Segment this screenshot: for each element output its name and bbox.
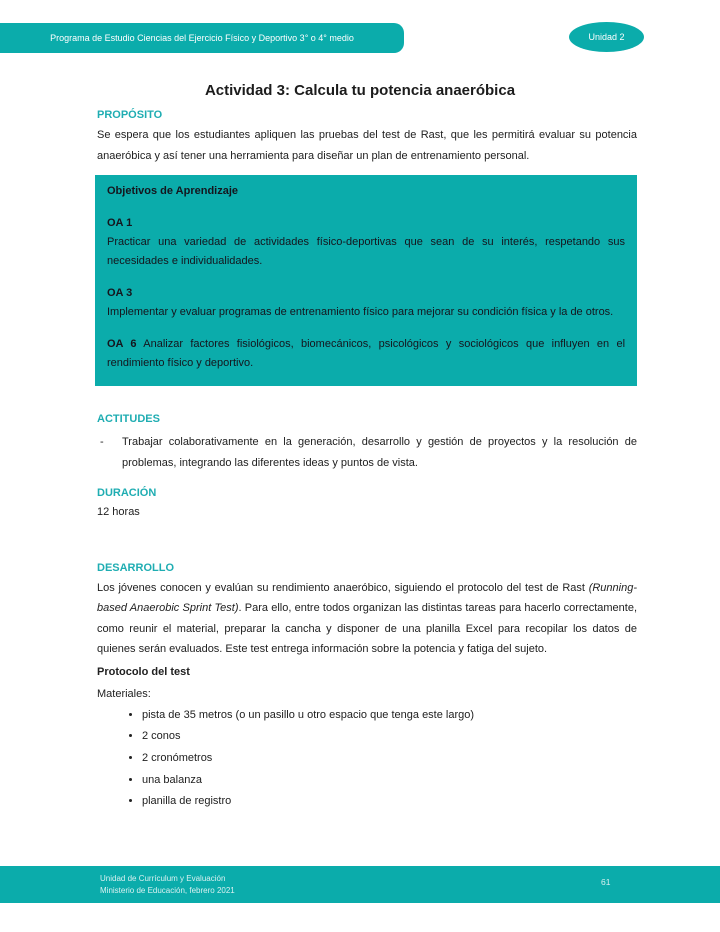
oa-3-text: Implementar y evaluar programas de entrenamiento físico para mejorar su condición física y la de otros. bbox=[107, 306, 614, 318]
oa-1-code: OA 1 bbox=[107, 217, 133, 229]
materiales-label: Materiales: bbox=[97, 688, 151, 700]
oa-6-text bbox=[107, 335, 625, 373]
oa-item-6 bbox=[107, 335, 625, 373]
page-number: 61 bbox=[601, 877, 611, 887]
footer-line-1: Unidad de Currículum y Evaluación bbox=[100, 873, 226, 883]
actitudes-item-text: Trabajar colaborativamente en la generación, desarrollo y gestión de proyectos y la resolución de problemas, integrando las diferentes ideas y puntos de vista. bbox=[122, 436, 637, 469]
duracion-heading: DURACIÓN bbox=[97, 487, 157, 499]
actitudes-heading: ACTITUDES bbox=[97, 413, 160, 425]
unit-badge bbox=[569, 22, 644, 52]
activity-title: Actividad 3: Calcula tu potencia anaeróbica bbox=[204, 82, 516, 99]
desarrollo-text-1: Los jóvenes conocen y evalúan su rendimiento anaeróbico, siguiendo el protocolo del test de Rast bbox=[97, 581, 589, 594]
materials-list bbox=[97, 705, 637, 814]
desarrollo-italic-test-name: (Running-based Anaerobic Sprint Test) bbox=[97, 581, 637, 614]
oa-item-3 bbox=[107, 284, 625, 322]
header-program-bar bbox=[0, 23, 404, 53]
desarrollo-heading: DESARROLLO bbox=[97, 561, 174, 574]
footer-bar bbox=[0, 866, 720, 903]
oa-6-code: OA 6 bbox=[107, 338, 137, 350]
proposito-heading: PROPÓSITO bbox=[97, 109, 163, 121]
oa-item-1 bbox=[107, 214, 625, 271]
unit-badge-label: Unidad 2 bbox=[588, 32, 625, 42]
desarrollo-text-2: . Para ello, entre todos organizan las distintas tareas para hacerlo correctamente, como reunir el material, preparar la cancha y disponer de una planilla Excel para recopilar los datos de quienes serán evaluados. Este test entrega información sobre la potencia y fatiga del sujeto. bbox=[97, 602, 638, 655]
material-item: • 2 conos bbox=[142, 726, 637, 748]
duracion-value: 12 horas bbox=[97, 506, 140, 518]
material-item: • pista de 35 metros (o un pasillo u otro espacio que tenga este largo) bbox=[142, 705, 637, 727]
header-program-label: Programa de Estudio Ciencias del Ejercicio Físico y Deportivo 3° o 4° medio bbox=[50, 33, 354, 43]
material-item: • planilla de registro bbox=[142, 791, 637, 813]
content-column bbox=[97, 108, 637, 813]
desarrollo-body bbox=[97, 578, 637, 660]
objetivos-box bbox=[95, 175, 637, 386]
material-item: • 2 cronómetros bbox=[142, 748, 637, 770]
protocolo-heading: Protocolo del test bbox=[97, 665, 190, 678]
actitudes-item bbox=[97, 432, 637, 474]
oa-3-code: OA 3 bbox=[107, 287, 133, 299]
footer-publisher-block bbox=[100, 873, 235, 897]
oa-1-text: Practicar una variedad de actividades físico-deportivas que sean de su interés, respetando sus necesidades e individualidades. bbox=[107, 236, 625, 267]
material-item: • una balanza bbox=[142, 770, 637, 792]
oa-6-body: Analizar factores fisiológicos, biomecánicos, psicológicos y sociológicos que influyen en el rendimiento físico y deportivo. bbox=[107, 338, 626, 369]
proposito-body: Se espera que los estudiantes apliquen las pruebas del test de Rast, que les permitirá evaluar su potencia anaeróbica y así tener una herramienta para diseñar un plan de entrenamiento personal. bbox=[97, 129, 637, 162]
objetivos-heading: Objetivos de Aprendizaje bbox=[107, 185, 239, 197]
dash-bullet-marker: - bbox=[100, 436, 104, 448]
footer-line-2: Ministerio de Educación, febrero 2021 bbox=[100, 885, 235, 895]
